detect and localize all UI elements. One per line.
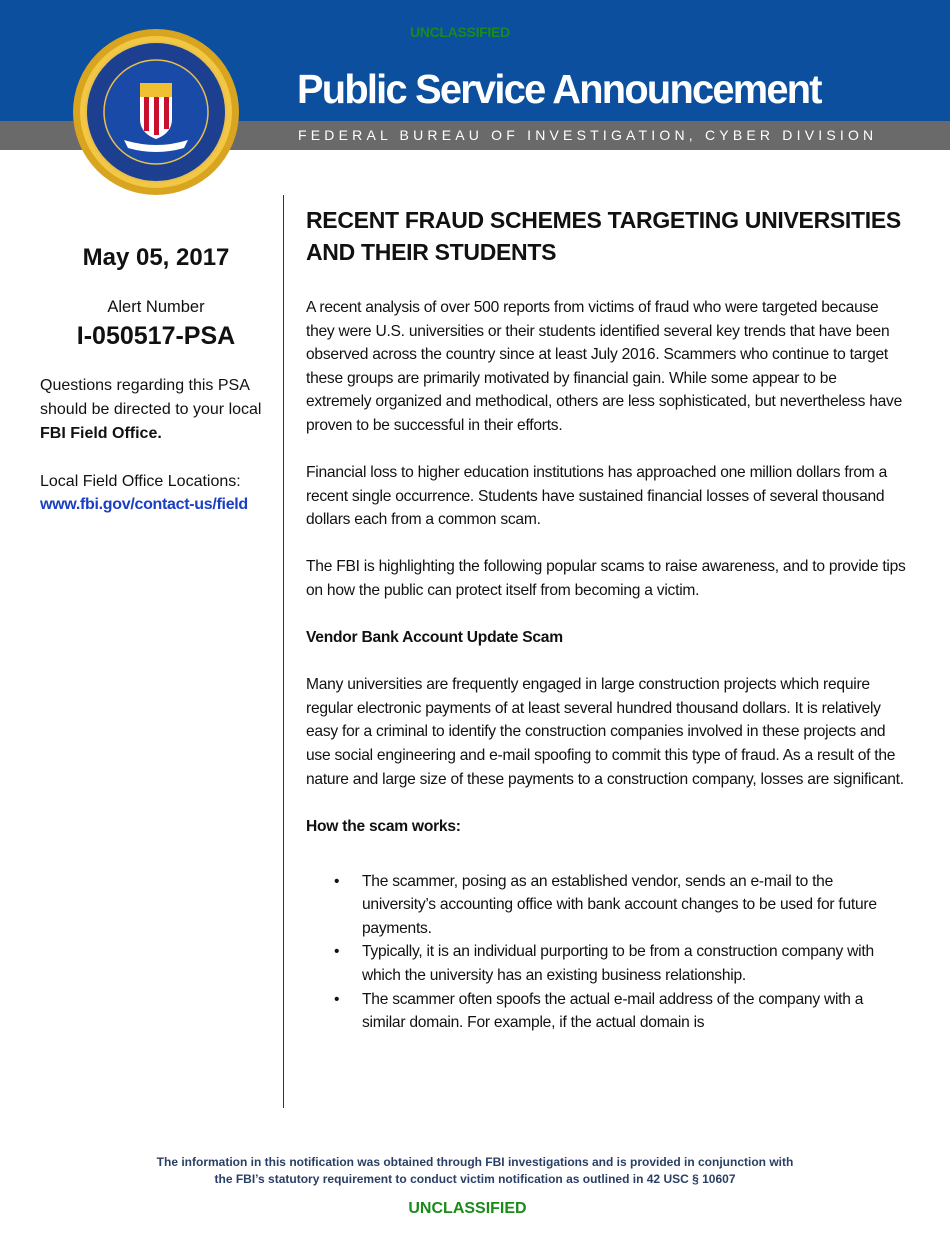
footer-disclaimer bbox=[0, 1154, 950, 1188]
alert-number-label: Alert Number bbox=[107, 298, 205, 316]
how-heading: How the scam works: bbox=[306, 817, 461, 835]
publication-date: May 05, 2017 bbox=[82, 244, 230, 271]
field-office-link[interactable]: www.fbi.gov/contact-us/field bbox=[40, 496, 248, 513]
column-divider bbox=[283, 195, 284, 1108]
locations-label: Local Field Office Locations: bbox=[40, 473, 241, 490]
footer-line: The information in this notification was obtained through FBI investigations and is provided in conjunction with bbox=[156, 1155, 794, 1169]
questions-note bbox=[40, 374, 280, 446]
field-office-locations bbox=[40, 470, 280, 516]
list-item: • The scammer often spoofs the actual e-mail address of the company with a similar domain. For example, if the actual domain is bbox=[334, 988, 906, 1035]
banner-title: Public Service Announcement bbox=[297, 66, 821, 112]
paragraph: A recent analysis of over 500 reports from victims of fraud who were targeted because they were U.S. universities or their students identified several key trends that have been observed across the country since at least July 2016. Scammers who continue to target these groups are primarily motivated by financial gain. While some appear to be extremely organized and methodical, others are less sophisticated, but nevertheless have proven to be successful in their efforts. bbox=[306, 299, 903, 434]
list-item: • Typically, it is an individual purporting to be from a construction company with which the university has an existing business relationship. bbox=[334, 940, 906, 987]
document-title: RECENT FRAUD SCHEMES TARGETING UNIVERSITIES AND THEIR STUDENTS bbox=[306, 207, 901, 265]
section-heading: Vendor Bank Account Update Scam bbox=[306, 629, 563, 647]
paragraph: Financial loss to higher education institutions has approached one million dollars from a recent single occurrence. Students have sustained financial losses of several thousand dollars each from a common scam. bbox=[306, 464, 888, 529]
footer-line: the FBI’s statutory requirement to conduct victim notification as outlined in 42 USC § 10607 bbox=[214, 1172, 736, 1186]
list-item: • The scammer, posing as an established vendor, sends an e-mail to the university’s accounting office with bank account changes to be used for future payments. bbox=[334, 870, 906, 941]
paragraph: Many universities are frequently engaged in large construction projects which require regular electronic payments of at least several hundred thousand dollars. It is relatively easy for a criminal to identify the construction companies involved in these projects and use social engineering and e-mail spoofing to commit this type of fraud. As a result of the nature and large size of these payments to a construction company, losses are significant. bbox=[306, 676, 904, 788]
questions-text: Questions regarding this PSA should be directed to your local bbox=[40, 377, 262, 418]
bullet-list bbox=[334, 862, 906, 1035]
field-office-text: FBI Field Office. bbox=[40, 425, 162, 442]
fbi-seal-logo bbox=[72, 28, 240, 196]
banner-subtitle: FEDERAL BUREAU OF INVESTIGATION, CYBER DIVISION bbox=[298, 127, 878, 143]
alert-number: I-050517-PSA bbox=[76, 322, 236, 350]
classification-top: UNCLASSIFIED bbox=[410, 24, 510, 40]
paragraph: The FBI is highlighting the following popular scams to raise awareness, and to provide tips on how the public can protect itself from becoming a victim. bbox=[306, 558, 906, 599]
main-content bbox=[306, 204, 906, 1035]
classification-bottom: UNCLASSIFIED bbox=[408, 1200, 527, 1217]
